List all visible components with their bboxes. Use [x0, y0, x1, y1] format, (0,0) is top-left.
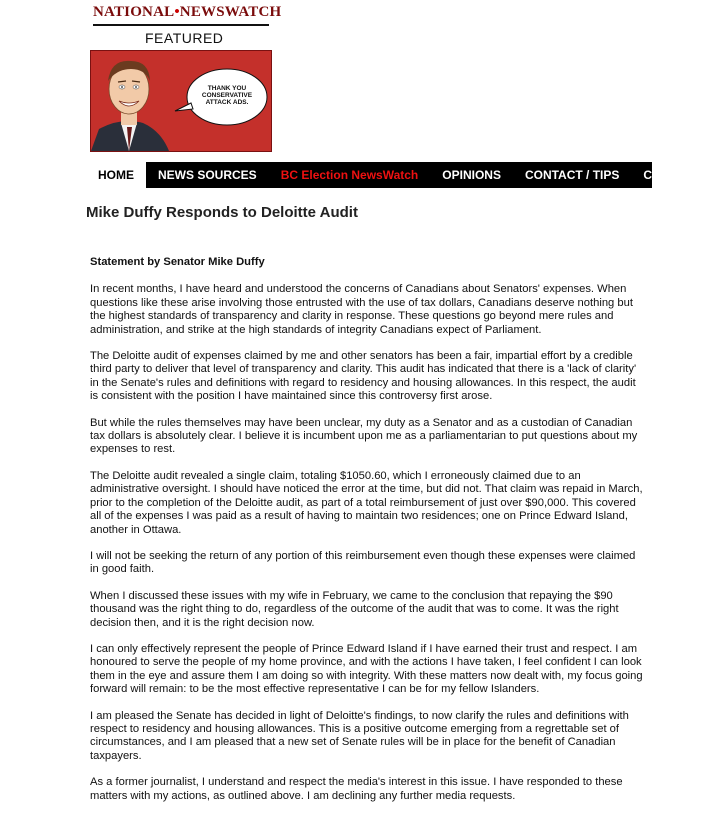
article-paragraph: I am pleased the Senate has decided in light of Deloitte's findings, to now clarify the rules and definitions with respect to residency and housing allowances. This is a positive outcome emerging from a regrettable set of circumstances, and I am pleased that a new set of Senate rules will be in place for the benefit of Canadian taxpayers.	[90, 709, 629, 762]
featured-cartoon[interactable]	[90, 50, 272, 152]
article-paragraph: The Deloitte audit revealed a single claim, totaling $1050.60, which I erroneously claimed due to an administrative oversight. I should have noticed the error at the time, but did not. That claim was repaid in March, prior to the completion of the Deloitte audit, as part of a total reimbursement of just over $90,000. This covered all of the expenses I was paid as a result of having to maintain two residences; one on Prince Edward Island, another in Ottawa.	[90, 469, 643, 536]
article-paragraph: As a former journalist, I understand and respect the media's interest in this issue. I have responded to these matters with my actions, as outlined above. I am declining any further media requests.	[90, 776, 623, 802]
article-byline: Statement by Senator Mike Duffy	[90, 256, 265, 268]
site-logo[interactable]	[93, 4, 281, 21]
logo-underline	[93, 24, 269, 26]
article-paragraph: I will not be seeking the return of any portion of this reimbursement even though these expenses were claimed in good faith.	[90, 549, 636, 576]
article-paragraph: The Deloitte audit of expenses claimed by me and other senators has been a fair, impartial effort by a credible third party to deliver that level of transparency and clarity. This audit has indicated that there is a 'lack of clarity' in the Senate's rules and definitions with regard to residency and housing allowances. In this respect, the audit is consistent with the position I have maintained since this controversy first arose.	[90, 350, 637, 403]
article-paragraph: But while the rules themselves may have been unclear, my duty as a Senator and as a custodian of Canadian tax dollars is absolutely clear. I believe it is incumbent upon me as a parliamentarian to put questions about my expenses to rest.	[90, 416, 638, 456]
article-paragraph: In recent months, I have heard and understood the concerns of Canadians about Senators' expenses. When questions like these arise involving those entrusted with the use of tax dollars, Canadians deserve nothing but the highest standards of transparency and clarity in response. These questions go beyond mere rules and administration, and strike at the high standards of integrity Canadians expect of Parliament.	[90, 283, 633, 336]
article-paragraph: When I discussed these issues with my wife in February, we came to the conclusion that repaying the $90 thousand was the right thing to do, regardless of the outcome of the audit that was to come. It was the right decision then, and it is the right decision now.	[90, 589, 619, 629]
article-paragraph: I can only effectively represent the people of Prince Edward Island if I have earned their trust and respect. I am honoured to serve the people of my home province, and with the actions I have taken, I feel confident I can look them in the eye and assure them I am doing so with integrity. With these matters now dealt with, my focus going forward will remain: to be the most effective representative I can be for my fellow Islanders.	[90, 642, 643, 696]
nav-bc-election[interactable]: BC Election NewsWatch	[280, 168, 419, 182]
featured-label: FEATURED	[145, 30, 224, 46]
logo-text-national: NATIONAL	[93, 4, 175, 20]
cartoon-speech-text: THANK YOU CONSERVATIVE ATTACK ADS.	[201, 85, 253, 106]
nav-news-sources[interactable]: NEWS SOURCES	[158, 168, 257, 182]
article-body	[90, 256, 646, 816]
nav-contact-tips[interactable]: CONTACT / TIPS	[524, 168, 620, 182]
logo-text-newswatch: NEWSWATCH	[179, 4, 282, 20]
nav-home[interactable]: HOME	[86, 162, 146, 188]
article-title: Mike Duffy Responds to Deloitte Audit	[86, 204, 358, 221]
nav-cartoons[interactable]: CARTOONS	[643, 168, 712, 182]
main-nav	[86, 162, 712, 188]
logo-dot: •	[174, 4, 180, 20]
nav-opinions[interactable]: OPINIONS	[442, 168, 501, 182]
